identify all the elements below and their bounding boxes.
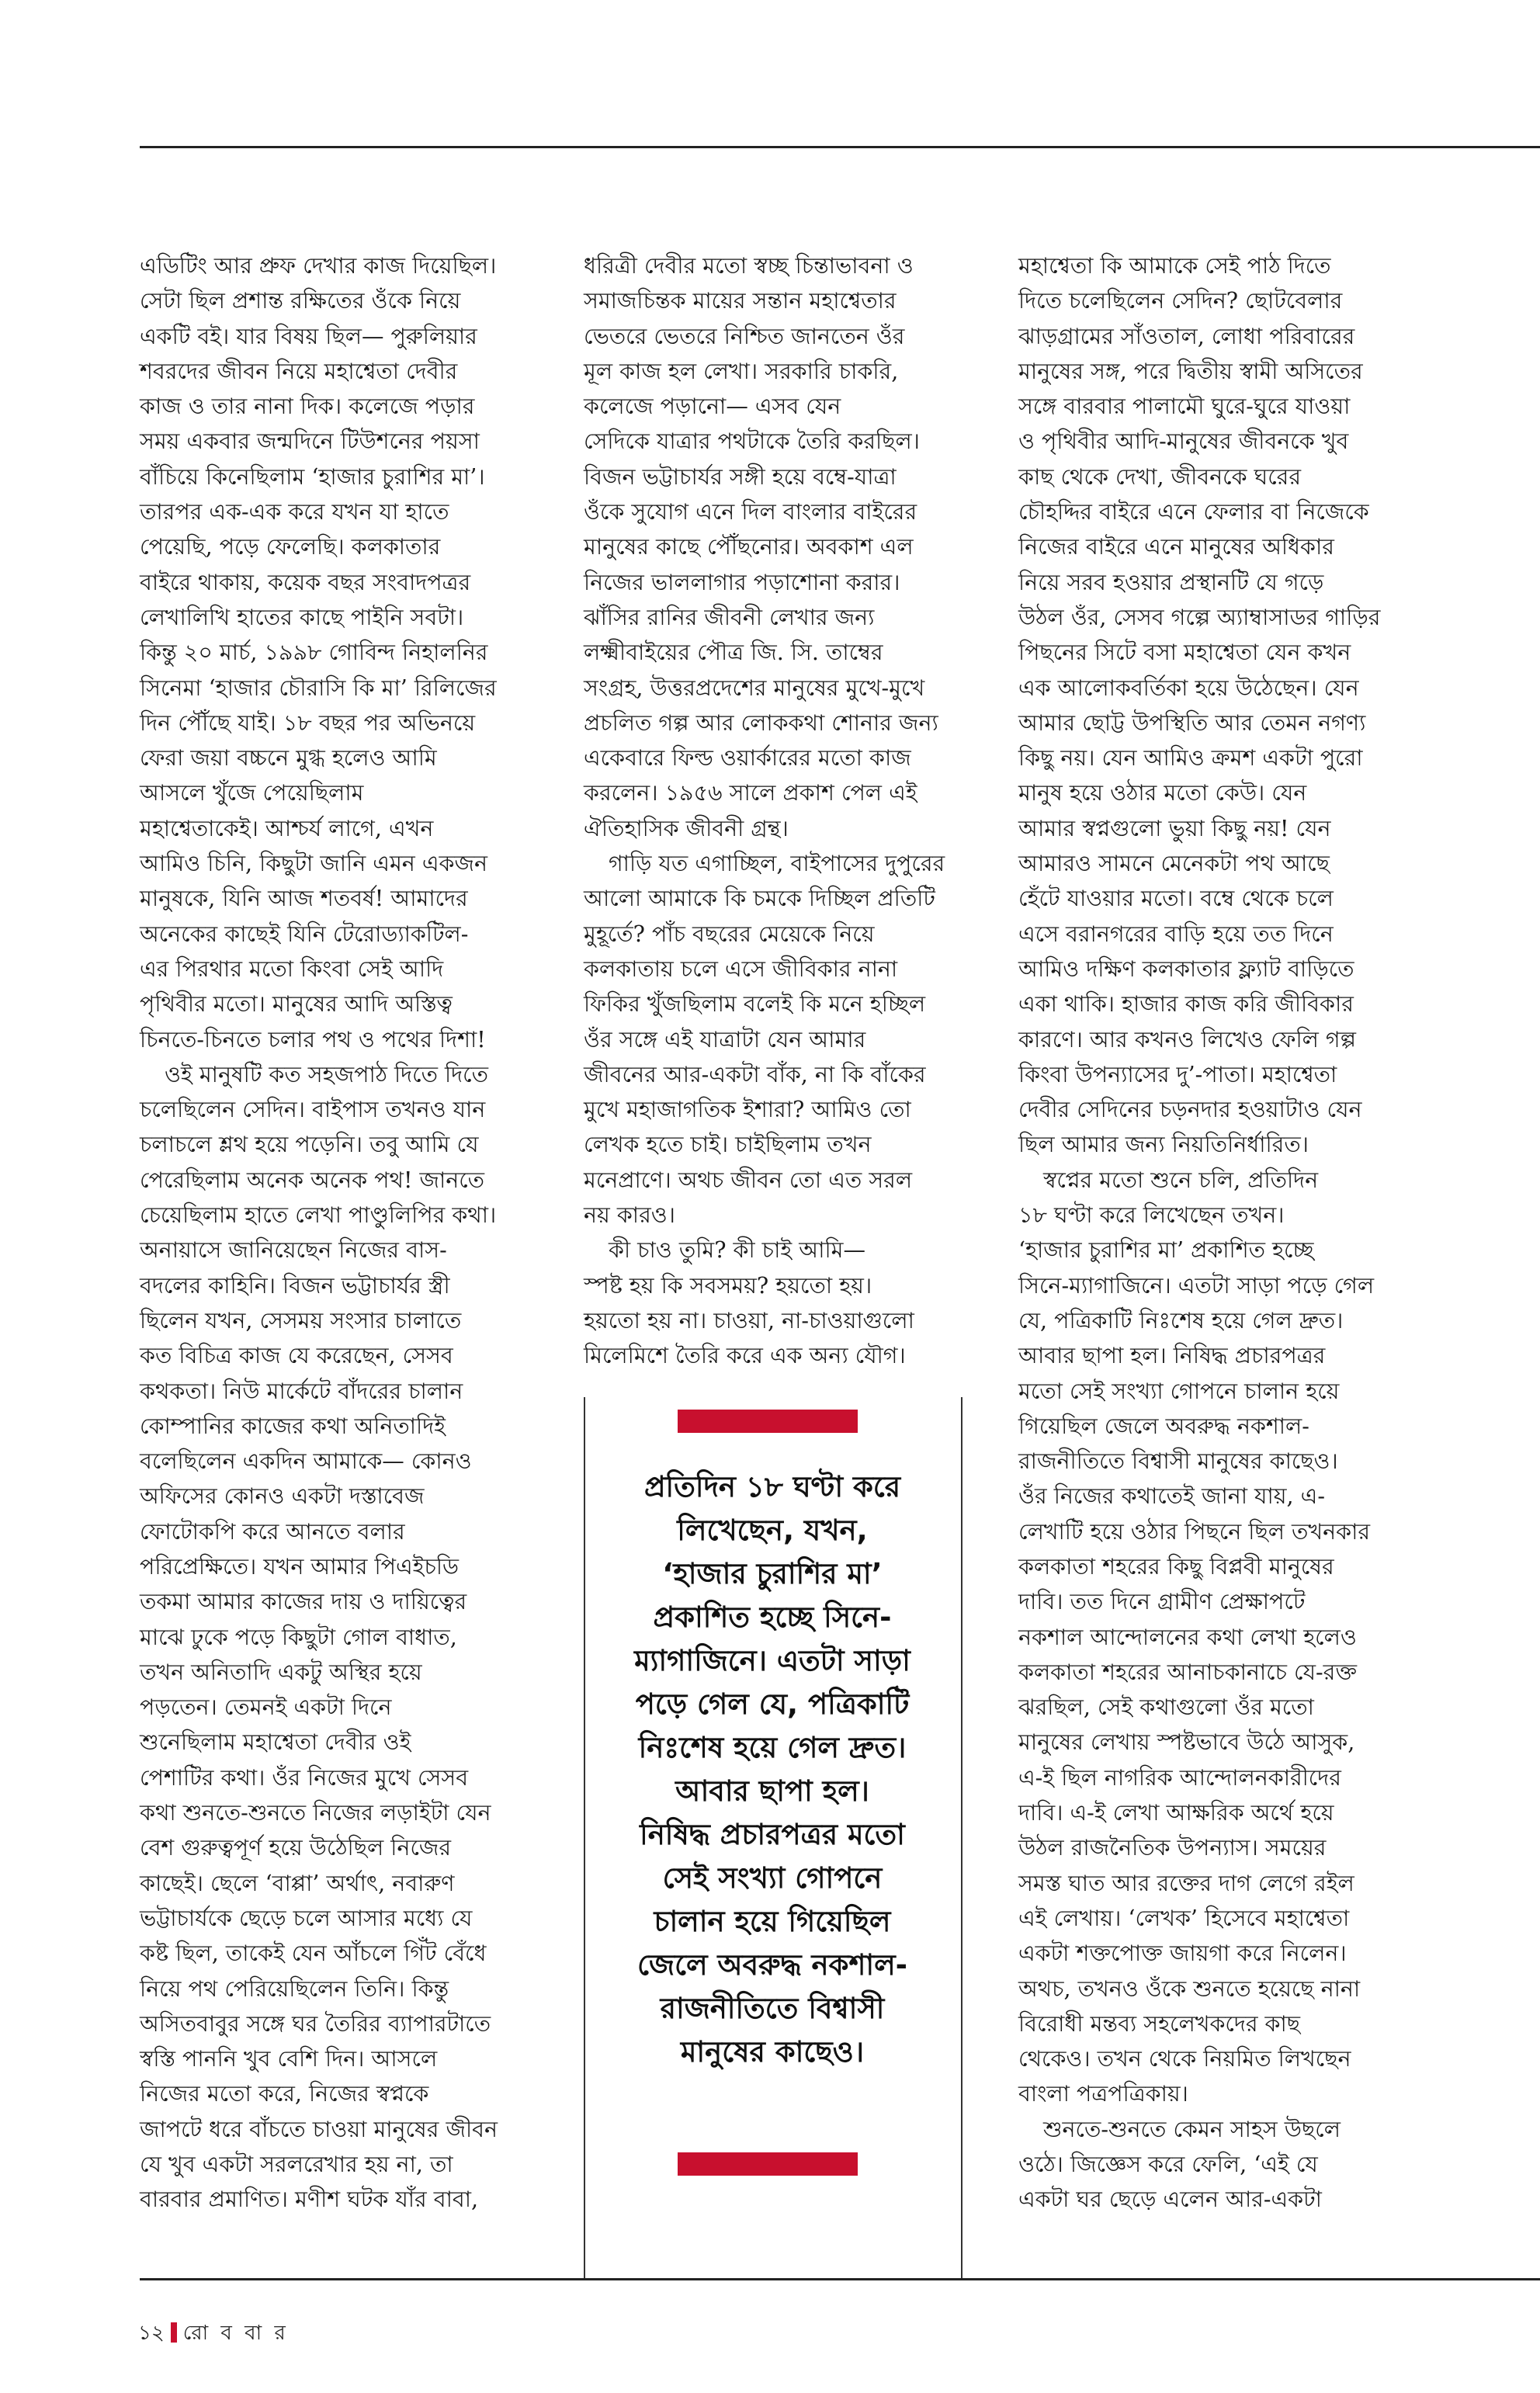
text-line: ওঠে। জিজ্ঞেস করে ফেলি, ‘এই যে <box>1018 2152 1318 2178</box>
text-line: অফিসের কোনও একটা দস্তাবেজ <box>140 1483 425 1510</box>
text-line: নিজের বাইরে এনে মানুষের অধিকার <box>1018 534 1334 560</box>
article-column-3 <box>1018 248 1453 2218</box>
pullquote-left-rule <box>584 1397 585 2278</box>
pullquote-line: মানুষের কাছেও। <box>680 2035 865 2069</box>
text-line: পেয়েছি, পড়ে ফেলেছি। কলকাতার <box>140 534 441 560</box>
text-line: মাঝে ঢুকে পড়ে কিছুটা গোল বাধাত, <box>140 1624 457 1650</box>
pullquote-line: নিষিদ্ধ প্রচারপত্রর মতো <box>640 1818 905 1851</box>
pullquote-line: প্রতিদিন ১৮ ঘণ্টা করে <box>643 1470 901 1503</box>
text-line: একটা ঘর ছেড়ে এলেন আর-একটা <box>1018 2187 1322 2213</box>
text-line: ফোটোকপি করে আনতে বলার <box>140 1518 405 1545</box>
text-line: কষ্ট ছিল, তাকেই যেন আঁচলে গিঁট বেঁধে <box>140 1940 487 1967</box>
text-line: শুনেছিলাম মহাশ্বেতা দেবীর ওই <box>140 1729 411 1756</box>
text-line: সমাজচিন্তক মায়ের সন্তান মহাশ্বেতার <box>584 288 897 314</box>
text-line: একেবারে ফিল্ড ওয়ার্কারের মতো কাজ <box>584 745 911 772</box>
text-line: বিজন ভট্টাচার্যর সঙ্গী হয়ে বম্বে-যাত্রা <box>584 463 897 490</box>
text-line: ধরিত্রী দেবীর মতো স্বচ্ছ চিন্তাভাবনা ও <box>584 253 914 279</box>
text-line: বারবার প্রমাণিত। মণীশ ঘটক যাঁর বাবা, <box>140 2187 479 2213</box>
text-line: একা থাকি। হাজার কাজ করি জীবিকার <box>1018 991 1354 1018</box>
text-line: বদলের কাহিনি। বিজন ভট্টাচার্যর স্ত্রী <box>140 1272 450 1299</box>
text-line: বলেছিলেন একদিন আমাকে— কোনও <box>140 1448 472 1475</box>
text-line: সেটা ছিল প্রশান্ত রক্ষিতের ওঁকে নিয়ে <box>140 288 461 314</box>
text-line: উঠল ওঁর, সেসব গল্পে অ্যাম্বাসাডর গাড়ির <box>1018 604 1381 630</box>
text-line: কথকতা। নিউ মার্কেটে বাঁদরের চালান <box>140 1378 463 1404</box>
text-line: সময় একবার জন্মদিনে টিউশনের পয়সা <box>140 428 480 455</box>
pullquote-line: লিখেছেন, যখন, <box>677 1514 868 1547</box>
text-line: অনায়াসে জানিয়েছেন নিজের বাস- <box>140 1237 447 1264</box>
text-line: সিনেমা ‘হাজার চৌরাসি কি মা’ রিলিজের <box>140 675 497 701</box>
text-line: পেরেছিলাম অনেক অনেক পথ! জানতে <box>140 1167 485 1193</box>
text-line: কলকাতা শহরের কিছু বিপ্লবী মানুষের <box>1018 1553 1334 1580</box>
text-line: চলাচলে শ্লথ হয়ে পড়েনি। তবু আমি যে <box>140 1132 479 1158</box>
text-line: তকমা আমার কাজের দায় ও দায়িত্বের <box>140 1589 467 1615</box>
text-line: তখন অনিতাদি একটু অস্থির হয়ে <box>140 1659 422 1685</box>
text-line: ওঁর নিজের কথাতেই জানা যায়, এ- <box>1018 1483 1325 1510</box>
text-line: সঙ্গে বারবার পালামৌ ঘুরে-ঘুরে যাওয়া <box>1018 394 1351 420</box>
text-line: চিনতে-চিনতে চলার পথ ও পথের দিশা! <box>140 1026 486 1053</box>
text-line: নিজের মতো করে, নিজের স্বপ্নকে <box>140 2081 429 2107</box>
text-line: এ-ই ছিল নাগরিক আন্দোলনকারীদের <box>1018 1764 1341 1791</box>
text-line: মহাশ্বেতা কি আমাকে সেই পাঠ দিতে <box>1018 253 1331 279</box>
text-line: সংগ্রহ, উত্তরপ্রদেশের মানুষের মুখে-মুখে <box>584 675 925 701</box>
text-line: শবরদের জীবন নিয়ে মহাশ্বেতা দেবীর <box>140 358 458 384</box>
text-line: এই লেখায়। ‘লেখক’ হিসেবে মহাশ্বেতা <box>1018 1905 1350 1931</box>
text-line: ফেরা জয়া বচ্চনে মুগ্ধ হলেও আমি <box>140 745 437 772</box>
text-line: লেখাটি হয়ে ওঠার পিছনে ছিল তখনকার <box>1018 1518 1371 1545</box>
text-line: ঝাঁসির রানির জীবনী লেখার জন্য <box>584 604 875 630</box>
text-line: স্বপ্নের মতো শুনে চলি, প্রতিদিন <box>1043 1167 1319 1193</box>
text-line: বাঁচিয়ে কিনেছিলাম ‘হাজার চুরাশির মা’। <box>140 463 485 490</box>
text-line: যে, পত্রিকাটি নিঃশেষ হয়ে গেল দ্রুত। <box>1018 1307 1344 1333</box>
text-line: আমারও সামনে মেনেকটা পথ আছে <box>1018 851 1330 877</box>
text-line: আলো আমাকে কি চমকে দিচ্ছিল প্রতিটি <box>584 886 935 912</box>
text-line: সিনে-ম্যাগাজিনে। এতটা সাড়া পড়ে গেল <box>1018 1272 1375 1299</box>
text-line: নিয়ে পথ পেরিয়েছিলেন তিনি। কিন্তু <box>140 1975 449 2002</box>
text-line: মানুষের কাছে পৌঁছনোর। অবকাশ এল <box>584 534 914 560</box>
text-line: লেখালিখি হাতের কাছে পাইনি সবটা। <box>140 604 464 630</box>
pullquote-line: পড়ে গেল যে, পত্রিকাটি <box>635 1687 910 1721</box>
text-line: এসে বরানগরের বাড়ি হয়ে তত দিনে <box>1018 921 1334 947</box>
text-line: বেশ গুরুত্বপূর্ণ হয়ে উঠেছিল নিজের <box>140 1835 452 1861</box>
text-line: কোম্পানির কাজের কথা অনিতাদিই <box>140 1413 446 1439</box>
text-line: কারণে। আর কখনও লিখেও ফেলি গল্প <box>1018 1026 1356 1053</box>
pullquote-line: চালান হয়ে গিয়েছিল <box>654 1905 891 1938</box>
text-line: কী চাও তুমি? কী চাই আমি— <box>609 1237 865 1264</box>
text-line: মূল কাজ হল লেখা। সরকারি চাকরি, <box>584 358 899 384</box>
text-line: দাবি। এ-ই লেখা আক্ষরিক অর্থে হয়ে <box>1018 1800 1334 1826</box>
text-line: ফিকির খুঁজছিলাম বলেই কি মনে হচ্ছিল <box>584 991 926 1018</box>
text-line: কত বিচিত্র কাজ যে করেছেন, সেসব <box>140 1343 453 1369</box>
pullquote-line: প্রকাশিত হচ্ছে সিনে- <box>653 1601 892 1634</box>
text-line: গাড়ি যত এগাচ্ছিল, বাইপাসের দুপুরের <box>609 851 945 877</box>
folio-separator <box>171 2322 177 2343</box>
text-line: ছিল আমার জন্য নিয়তিনির্ধারিত। <box>1018 1132 1309 1158</box>
pullquote-line: ম্যাগাজিনে। এতটা সাড়া <box>634 1644 910 1677</box>
text-line: চলেছিলেন সেদিন। বাইপাস তখনও যান <box>140 1097 486 1123</box>
text-line: ওঁর সঙ্গে এই যাত্রাটা যেন আমার <box>584 1026 866 1053</box>
text-line: সমস্ত ঘাত আর রক্তের দাগ লেগে রইল <box>1018 1870 1354 1896</box>
pullquote-line: সেই সংখ্যা গোপনে <box>662 1861 883 1895</box>
text-line: চেয়েছিলাম হাতে লেখা পাণ্ডুলিপির কথা। <box>140 1202 497 1229</box>
text-line: এর পিরথার মতো কিংবা সেই আদি <box>140 955 444 982</box>
text-line: মনেপ্রাণে। অথচ জীবন তো এত সরল <box>584 1167 913 1193</box>
text-line: কলকাতা শহরের আনাচকানাচে যে-রক্ত <box>1018 1659 1358 1685</box>
text-line: লেখক হতে চাই। চাইছিলাম তখন <box>584 1132 872 1158</box>
text-line: হেঁটে যাওয়ার মতো। বম্বে থেকে চলে <box>1018 886 1334 912</box>
text-line: আমিও দক্ষিণ কলকাতার ফ্ল্যাট বাড়িতে <box>1018 955 1354 982</box>
text-line: প্রচলিত গল্প আর লোককথা শোনার জন্য <box>584 709 938 736</box>
text-line: আবার ছাপা হল। নিষিদ্ধ প্রচারপত্রর <box>1018 1343 1326 1369</box>
text-line: কাজ ও তার নানা দিক। কলেজে পড়ার <box>140 394 475 420</box>
text-line: মানুষকে, যিনি আজ শতবর্ষ! আমাদের <box>140 886 468 912</box>
article-column-2 <box>584 248 995 1374</box>
text-line: অনেকের কাছেই যিনি টেরোড্যাকটিল- <box>140 921 469 947</box>
text-line: তারপর এক-এক করে যখন যা হাতে <box>140 499 449 525</box>
text-line: করলেন। ১৯৫৬ সালে প্রকাশ পেল এই <box>584 780 917 806</box>
text-line: এক আলোকবর্তিকা হয়ে উঠেছেন। যেন <box>1018 675 1359 701</box>
text-line: যে খুব একটা সরলরেখার হয় না, তা <box>140 2152 453 2178</box>
text-line: পেশাটির কথা। ওঁর নিজের মুখে সেসব <box>140 1764 469 1791</box>
text-line: শুনতে-শুনতে কেমন সাহস উছলে <box>1043 2116 1341 2142</box>
text-line: ছিলেন যখন, সেসময় সংসার চালাতে <box>140 1307 462 1333</box>
text-line: ‘হাজার চুরাশির মা’ প্রকাশিত হচ্ছে <box>1018 1237 1314 1264</box>
text-line: নকশাল আন্দোলনের কথা লেখা হলেও <box>1018 1624 1357 1650</box>
text-line: ঐতিহাসিক জীবনী গ্রন্থ। <box>584 815 789 841</box>
text-line: ও পৃথিবীর আদি-মানুষের জীবনকে খুব <box>1018 428 1349 455</box>
text-line: মুখে মহাজাগতিক ইশারা? আমিও তো <box>584 1097 911 1123</box>
text-line: চৌহদ্দির বাইরে এনে ফেলার বা নিজেকে <box>1018 499 1369 525</box>
text-line: দেবীর সেদিনের চড়নদার হওয়াটাও যেন <box>1018 1097 1362 1123</box>
text-line: জাপটে ধরে বাঁচতে চাওয়া মানুষের জীবন <box>140 2116 498 2142</box>
text-line: অসিতবাবুর সঙ্গে ঘর তৈরির ব্যাপারটাতে <box>140 2010 491 2037</box>
pullquote-line: আবার ছাপা হল। <box>675 1774 869 1808</box>
text-line: একটা শক্তপোক্ত জায়গা করে নিলেন। <box>1018 1940 1347 1967</box>
text-line: রাজনীতিতে বিশ্বাসী মানুষের কাছেও। <box>1018 1448 1338 1475</box>
text-line: কাছেই। ছেলে ‘বাপ্পা’ অর্থাৎ, নবারুণ <box>140 1870 455 1896</box>
text-line: কিছু নয়। যেন আমিও ক্রমশ একটা পুরো <box>1018 745 1363 772</box>
text-line: নিয়ে সরব হওয়ার প্রস্থানটি যে গড়ে <box>1018 569 1324 595</box>
pullquote-right-rule <box>961 1397 962 2278</box>
text-line: কলেজে পড়ানো— এসব যেন <box>584 394 841 420</box>
text-line: পরিপ্রেক্ষিতে। যখন আমার পিএইচডি <box>140 1553 460 1580</box>
text-line: আমার ছোট্ট উপস্থিতি আর তেমন নগণ্য <box>1018 709 1366 736</box>
text-line: মহাশ্বেতাকেই। আশ্চর্য লাগে, এখন <box>140 815 434 841</box>
text-line: কথা শুনতে-শুনতে নিজের লড়াইটা যেন <box>140 1800 491 1826</box>
text-line: কাছ থেকে দেখা, জীবনকে ঘরের <box>1018 463 1302 490</box>
text-line: লক্ষ্মীবাইয়ের পৌত্র জি. সি. তাম্বের <box>584 640 883 666</box>
text-line: স্বস্তি পাননি খুব বেশি দিন। আসলে <box>140 2046 438 2072</box>
text-line: মিলেমিশে তৈরি করে এক অন্য যৌগ। <box>584 1343 906 1369</box>
text-line: নয় কারও। <box>584 1202 675 1229</box>
text-line: ঝরছিল, সেই কথাগুলো ওঁর মতো <box>1018 1694 1314 1721</box>
text-line: সেদিকে যাত্রার পথটাকে তৈরি করছিল। <box>584 428 920 455</box>
text-line: দাবি। তত দিনে গ্রামীণ প্রেক্ষাপটে <box>1018 1589 1306 1615</box>
page-number: ১২ <box>138 2322 165 2345</box>
top-rule <box>140 146 1540 148</box>
text-line: অথচ, তখনও ওঁকে শুনতে হয়েছে নানা <box>1018 1975 1361 2002</box>
pullquote-top-bar <box>678 1410 858 1433</box>
text-line: ঝাড়গ্রামের সাঁওতাল, লোধা পরিবারের <box>1018 323 1355 349</box>
text-line: এডিটিং আর প্রুফ দেখার কাজ দিয়েছিল। <box>140 253 497 279</box>
text-line: ভট্টাচার্যকে ছেড়ে চলে আসার মধ্যে যে <box>140 1905 473 1931</box>
text-line: ওই মানুষটি কত সহজপাঠ দিতে দিতে <box>165 1061 488 1087</box>
text-line: ১৮ ঘণ্টা করে লিখেছেন তখন। <box>1018 1202 1285 1229</box>
text-line: গিয়েছিল জেলে অবরুদ্ধ নকশাল- <box>1018 1413 1309 1439</box>
text-line: ভেতরে ভেতরে নিশ্চিত জানতেন ওঁর <box>584 323 905 349</box>
article-column-1 <box>140 248 543 2218</box>
text-line: বাংলা পত্রপত্রিকায়। <box>1018 2081 1188 2107</box>
pullquote-bottom-bar <box>678 2152 858 2176</box>
text-line: আমিও চিনি, কিছুটা জানি এমন একজন <box>140 851 487 877</box>
text-line: মানুষের সঙ্গ, পরে দ্বিতীয় স্বামী অসিতের <box>1018 358 1363 384</box>
text-line: নিজের ভাললাগার পড়াশোনা করার। <box>584 569 900 595</box>
text-line: বিরোধী মন্তব্য সহলেখকদের কাছ <box>1018 2010 1301 2037</box>
text-line: হয়তো হয় না। চাওয়া, না-চাওয়াগুলো <box>584 1307 914 1333</box>
pullquote-line: জেলে অবরুদ্ধ নকশাল- <box>637 1948 907 1982</box>
pullquote-line: রাজনীতিতে বিশ্বাসী <box>660 1992 885 2025</box>
text-line: থেকেও। তখন থেকে নিয়মিত লিখছেন <box>1018 2046 1351 2072</box>
text-line: পড়তেন। তেমনই একটা দিনে <box>140 1694 392 1721</box>
text-line: পৃথিবীর মতো। মানুষের আদি অস্তিত্ব <box>140 991 453 1018</box>
text-line: কিন্তু ২০ মার্চ, ১৯৯৮ গোবিন্দ নিহালনির <box>140 640 488 666</box>
pullquote-line: ‘হাজার চুরাশির মা’ <box>662 1557 883 1590</box>
text-line: একটি বই। যার বিষয় ছিল— পুরুলিয়ার <box>140 323 477 349</box>
text-line: পিছনের সিটে বসা মহাশ্বেতা যেন কখন <box>1018 640 1351 666</box>
text-line: কিংবা উপন্যাসের দু’-পাতা। মহাশ্বেতা <box>1018 1061 1337 1087</box>
text-line: ওঁকে সুযোগ এনে দিল বাংলার বাইরের <box>584 499 917 525</box>
pullquote-line: নিঃশেষ হয়ে গেল দ্রুত। <box>638 1731 907 1764</box>
text-line: দিতে চলেছিলেন সেদিন? ছোটবেলার <box>1018 288 1343 314</box>
text-line: মুহূর্তে? পাঁচ বছরের মেয়েকে নিয়ে <box>584 921 875 947</box>
text-line: স্পষ্ট হয় কি সবসময়? হয়তো হয়। <box>584 1272 872 1299</box>
pull-quote <box>590 1465 955 2074</box>
text-line: আমার স্বপ্নগুলো ভুয়া কিছু নয়! যেন <box>1018 815 1331 841</box>
text-line: মতো সেই সংখ্যা গোপনে চালান হয়ে <box>1018 1378 1340 1404</box>
text-line: কলকাতায় চলে এসে জীবিকার নানা <box>584 955 898 982</box>
text-line: মানুষ হয়ে ওঠার মতো কেউ। যেন <box>1018 780 1307 806</box>
text-line: বাইরে থাকায়, কয়েক বছর সংবাদপত্রর <box>140 569 471 595</box>
text-line: মানুষের লেখায় স্পষ্টভাবে উঠে আসুক, <box>1018 1729 1355 1756</box>
text-line: দিন পৌঁছে যাই। ১৮ বছর পর অভিনয়ে <box>140 709 476 736</box>
text-line: উঠল রাজনৈতিক উপন্যাস। সময়ের <box>1018 1835 1327 1861</box>
page-folio <box>138 2317 289 2351</box>
text-line: আসলে খুঁজে পেয়েছিলাম <box>140 780 364 806</box>
publication-name: রো ব বা র <box>182 2322 289 2345</box>
bottom-rule <box>140 2278 1540 2280</box>
text-line: জীবনের আর-একটা বাঁক, না কি বাঁকের <box>584 1061 926 1087</box>
